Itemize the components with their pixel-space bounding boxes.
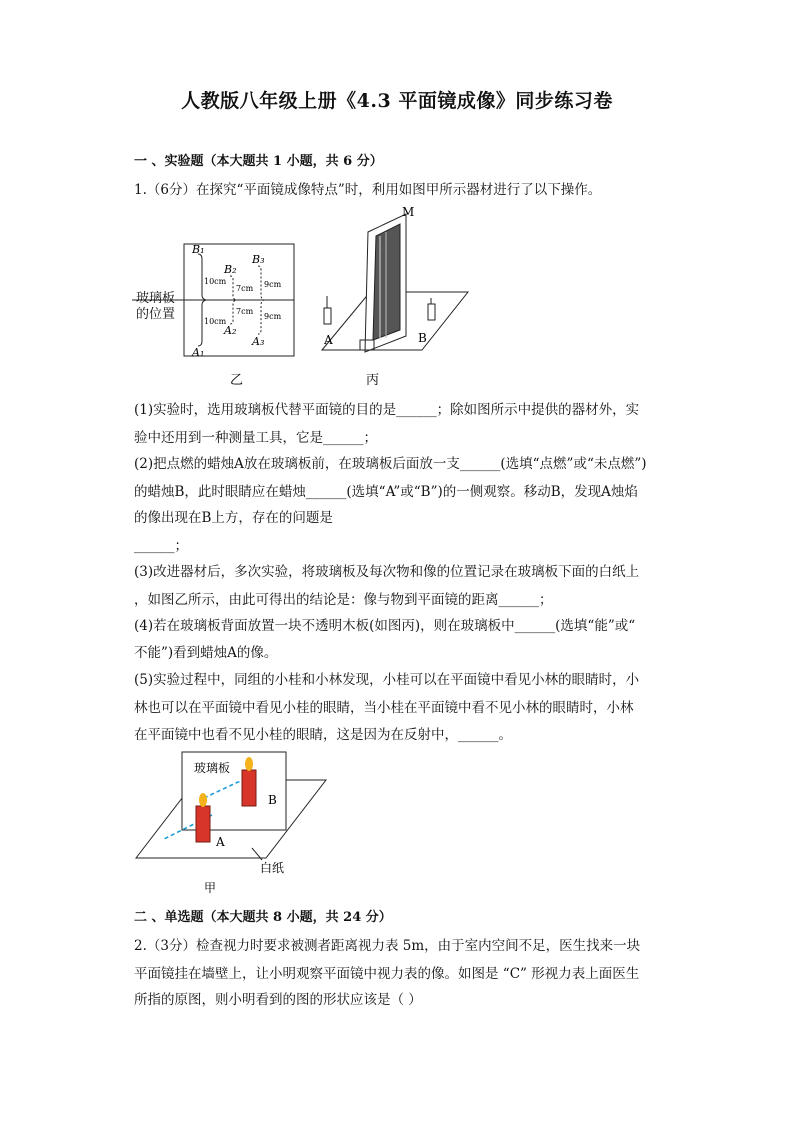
q1-line-2: 验中还用到一种测量工具，它是______；: [134, 430, 377, 446]
page-title: 人教版八年级上册《4.3 平面镜成像》同步练习卷: [181, 90, 613, 112]
section-heading-single-choice: 二 、单选题（本大题共 8 小题，共 24 分）: [134, 910, 392, 925]
candle-a-red: [196, 806, 210, 842]
q1-line-5: 的像出现在B上方，存在的问题是: [134, 510, 333, 526]
label-b3: B₃: [252, 253, 265, 266]
candle-b-red: [242, 770, 256, 806]
candle-b: [428, 304, 435, 320]
label-9cm-top: 9cm: [264, 280, 282, 289]
label-10cm-top: 10cm: [204, 277, 227, 286]
q1-line-10: 不能”)看到蜡烛A的像。: [134, 645, 278, 661]
figure-jia-caption: 甲: [204, 881, 217, 895]
figure-jia-paper-label: 白纸: [260, 861, 285, 875]
label-7cm-bottom: 7cm: [236, 307, 254, 316]
label-b: B: [418, 331, 427, 345]
q1-line-4: 的蜡烛B，此时眼睛应在蜡烛______(选填“A”或“B”)的一侧观察。移动B，发现A烛焰: [134, 484, 638, 500]
label-b1: B₁: [192, 243, 205, 256]
glass-position-label-2: 的位置: [136, 307, 176, 322]
label-a: A: [324, 333, 333, 347]
q1-line-7: (3)改进器材后，多次实验，将玻璃板及每次物和像的位置记录在玻璃板下面的白纸上: [134, 564, 640, 580]
candle-a: [324, 308, 331, 324]
label-7cm-top: 7cm: [236, 284, 254, 293]
q2-line-1: 2.（3分）检查视力时要求被测者距离视力表 5m，由于室内空间不足，医生找来一块: [134, 938, 641, 954]
flame-a: [199, 793, 207, 807]
q1-line-8: ，如图乙所示，由此可得出的结论是：像与物到平面镜的距离______；: [134, 592, 553, 608]
question-1-stem: 1.（6分）在探究“平面镜成像特点”时，利用如图甲所示器材进行了以下操作。: [134, 182, 602, 198]
label-a1: A₁: [192, 346, 205, 359]
q1-line-12: 林也可以在平面镜中看见小桂的眼睛，当小桂在平面镜中看不见小林的眼睛时，小林: [134, 700, 634, 716]
label-10cm-bottom: 10cm: [204, 317, 227, 326]
q2-line-2: 平面镜挂在墙壁上，让小明观察平面镜中视力表的像。如图是 “C” 形视力表上面医生: [134, 966, 640, 982]
figure-bing: [310, 200, 475, 390]
flame-b: [245, 757, 253, 771]
section-heading-experiment: 一 、实验题（本大题共 1 小题，共 6 分）: [134, 154, 383, 169]
figure-bing-caption: 丙: [366, 373, 380, 388]
q1-line-13: 在平面镜中也看不见小桂的眼睛，这是因为在反射中，______。: [134, 727, 512, 743]
figure-jia-board-label: 玻璃板: [194, 761, 231, 775]
figure-jia: [132, 748, 332, 896]
figure-yi-caption: 乙: [230, 373, 244, 388]
q1-line-9: (4)若在玻璃板背面放置一块不透明木板(如图丙)，则在玻璃板中______(选填“能”或“: [134, 618, 636, 634]
q1-line-3: (2)把点燃的蜡烛A放在玻璃板前，在玻璃板后面放一支______(选填“点燃”或“未点燃”): [134, 456, 647, 472]
q1-line-11: (5)实验过程中，同组的小桂和小林发现，小桂可以在平面镜中看见小林的眼睛时，小: [134, 672, 640, 688]
q2-line-3: 所指的原图，则小明看到的图的形状应该是（ ）: [134, 992, 422, 1008]
glass-position-label-1: 玻璃板: [136, 291, 176, 306]
q1-line-6: ______；: [134, 538, 188, 554]
figure-jia-label-b: B: [268, 793, 277, 807]
label-9cm-bottom: 9cm: [264, 312, 282, 321]
label-m: M: [402, 205, 415, 219]
label-b2: B₂: [224, 263, 237, 276]
figure-jia-label-a: A: [216, 835, 225, 849]
label-a2: A₂: [224, 324, 237, 337]
label-a3: A₃: [252, 335, 265, 348]
q1-line-1: (1)实验时，选用玻璃板代替平面镜的目的是______；除如图所示中提供的器材外，实: [134, 402, 640, 418]
